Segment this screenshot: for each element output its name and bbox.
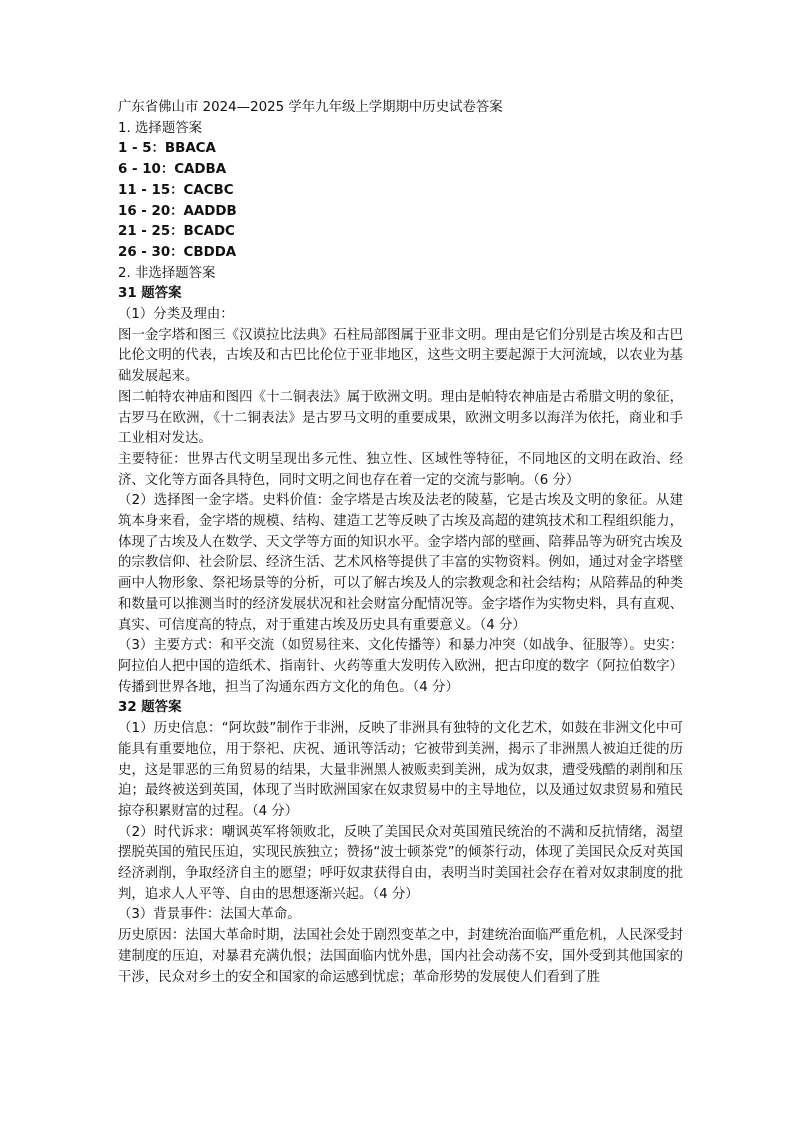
q32-part3: 历史原因：法国大革命时期，法国社会处于剧烈变革之中，封建统治面临严重危机，人民深受封建制度的压迫，对暴君充满仇恨；法国面临内忧外患，国内社会动荡不安，国外受到其他国家的干涉，民众对乡土的安全和国家的命运感到忧虑；革命形势的发展使人们看到了胜 [118,928,683,985]
answer-document [118,98,683,988]
q31-part1-label: （1）分类及理由： [118,307,234,323]
section-heading-nonchoice: 2. 非选择题答案 [118,265,216,281]
q32-part1: （1）历史信息：“阿坎鼓”制作于非洲，反映了非洲具有独特的文化艺术，如鼓在非洲文化中可能具有重要地位，用于祭祀、庆祝、通讯等活动；它被带到美洲，揭示了非洲黑人被迫迁徙的历史，这是罪恶的三角贸易的结果，大量非洲黑人被贩卖到美洲，成为奴隶，遭受残酷的剥削和压迫；最终被送到英国，体现了当时欧洲国家在奴隶贸易中的主导地位，以及通过奴隶贸易和殖民掠夺积累财富的过程。（4 分） [118,721,683,819]
section-heading-choice: 1. 选择题答案 [118,120,202,136]
q32-part3-label: （3）背景事件：法国大革命。 [118,907,301,923]
choice-answer-row: 1 - 5：BBACA [118,141,216,157]
q32-heading: 32 题答案 [118,700,182,716]
q31-part3: （3）主要方式：和平交流（如贸易往来、文化传播等）和暴力冲突（如战争、征服等）。史实：阿拉伯人把中国的造纸术、指南针、火药等重大发明传入欧洲，把古印度的数字（阿拉伯数字）传播到世界各地，担当了沟通东西方文化的角色。（4 分） [118,638,683,695]
q31-part1-europe: 图二帕特农神庙和图四《十二铜表法》属于欧洲文明。理由是帕特农神庙是古希腊文明的象征，古罗马在欧洲，《十二铜表法》是古罗马文明的重要成果，欧洲文明多以海洋为依托，商业和手工业相对发达。 [118,389,683,447]
q31-part1-features: 主要特征：世界古代文明呈现出多元性、独立性、区域性等特征，不同地区的文明在政治、经济、文化等方面各具特色，同时文明之间也存在着一定的交流与影响。（6 分） [118,451,683,488]
q31-heading: 31 题答案 [118,286,182,302]
choice-answer-row: 16 - 20：AADDB [118,203,237,219]
q31-part1-asia-africa: 图一金字塔和图三《汉谟拉比法典》石柱局部图属于亚非文明。理由是它们分别是古埃及和古巴比伦文明的代表，古埃及和古巴比伦位于亚非地区，这些文明主要起源于大河流域，以农业为基础发展起来。 [118,327,683,385]
q31-part2: （2）选择图一金字塔。史料价值：金字塔是古埃及法老的陵墓，它是古埃及文明的象征。从建筑本身来看，金字塔的规模、结构、建造工艺等反映了古埃及高超的建筑技术和工程组织能力，体现了古埃及人在数学、天文学等方面的知识水平。金字塔内部的壁画、陪葬品等为研究古埃及的宗教信仰、社会阶层、经济生活、艺术风格等提供了丰富的实物资料。例如，通过对金字塔壁画中人物形象、祭祀场景等的分析，可以了解古埃及人的宗教观念和社会结构；从陪葬品的种类和数量可以推测当时的经济发展状况和社会财富分配情况等。金字塔作为实物史料，具有直观、真实、可信度高的特点，对于重建古埃及历史具有重要意义。（4 分） [118,493,683,633]
choice-answer-row: 6 - 10：CADBA [118,162,227,178]
document-title: 广东省佛山市 2024—2025 学年九年级上学期期中历史试卷答案 [118,100,503,115]
choice-answer-row: 21 - 25：BCADC [118,224,235,240]
choice-answer-row: 11 - 15：CACBC [118,182,234,198]
choice-answer-row: 26 - 30：CBDDA [118,244,237,260]
q32-part2: （2）时代诉求：嘲讽英军将领败北，反映了美国民众对英国殖民统治的不满和反抗情绪，渴望摆脱英国的殖民压迫，实现民族独立；赞扬“波士顿茶党”的倾茶行动，体现了美国民众反对英国经济剥削，争取经济自主的愿望；呼吁奴隶获得自由，表明当时美国社会存在着对奴隶制度的批判，追求人人平等、自由的思想逐渐兴起。（4 分） [118,824,683,902]
